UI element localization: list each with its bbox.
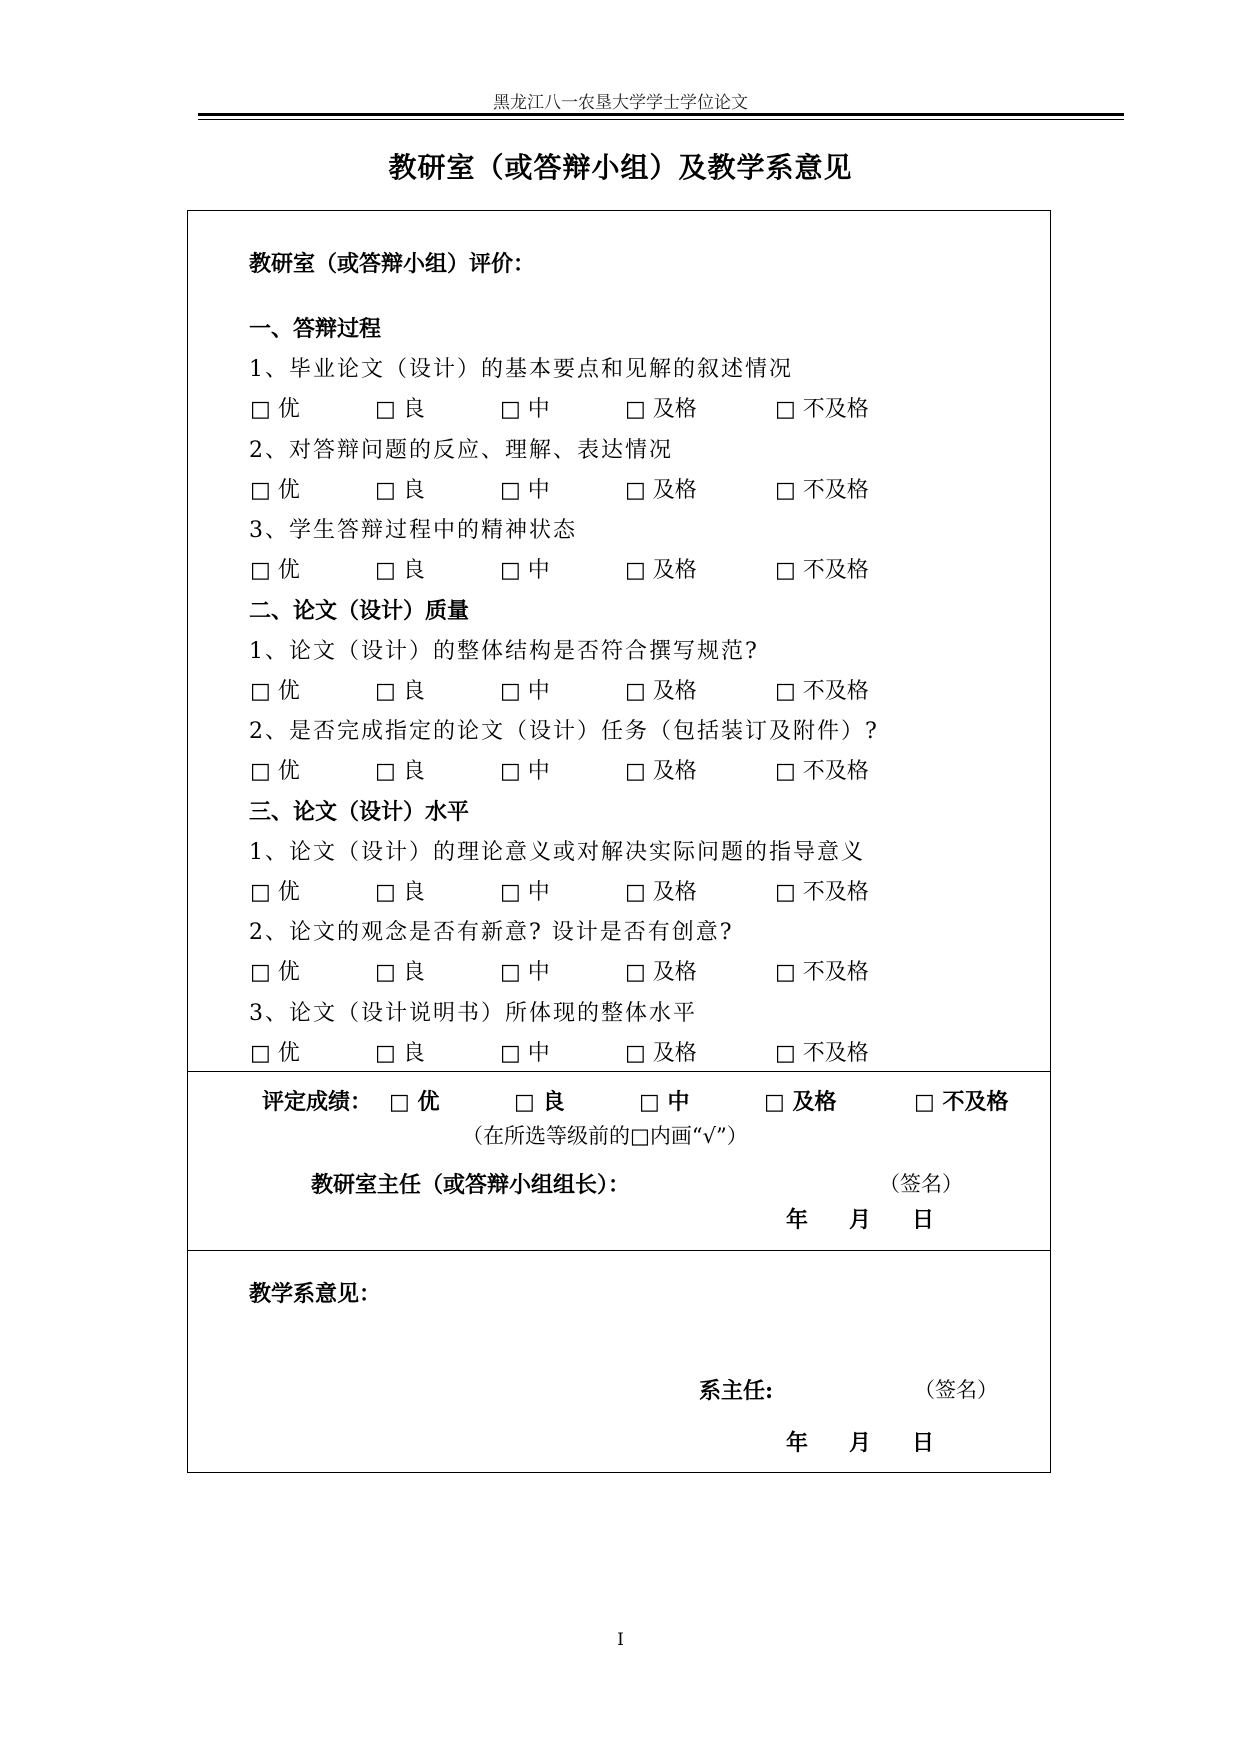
grade-option-good[interactable]: □ 良 — [375, 1041, 425, 1066]
grade-option-average[interactable]: □ 中 — [500, 759, 550, 784]
date-month: 月 — [849, 1207, 872, 1233]
header-rule-thick — [198, 113, 1124, 116]
question: 2、对答辩问题的反应、理解、表达情况 — [249, 438, 673, 463]
grade-option-average[interactable]: □ 中 — [500, 478, 550, 503]
divider-dept — [187, 1250, 1051, 1251]
grade-option-excellent[interactable]: □ 优 — [250, 759, 300, 784]
part-title: 二、论文（设计）质量 — [249, 598, 470, 624]
part-title: 一、答辩过程 — [249, 316, 382, 342]
grade-option-excellent[interactable]: □ 优 — [250, 1041, 300, 1066]
dept-signature-hint: （签名） — [914, 1378, 998, 1402]
grade-option-excellent[interactable]: □ 优 — [250, 880, 300, 905]
grade-option-good[interactable]: □ 良 — [375, 679, 425, 704]
grade-option-pass[interactable]: □ 及格 — [625, 679, 697, 704]
date-day: 日 — [912, 1430, 935, 1456]
grade-option-good[interactable]: □ 良 — [375, 960, 425, 985]
grade-option-excellent[interactable]: □ 优 — [250, 397, 300, 422]
question: 3、学生答辩过程中的精神状态 — [249, 518, 577, 543]
grade-option-fail[interactable]: □ 不及格 — [775, 558, 869, 583]
grade-option-good[interactable]: □ 良 — [375, 558, 425, 583]
grade-option-fail[interactable]: □ 不及格 — [775, 679, 869, 704]
grade-option-excellent[interactable]: □ 优 — [250, 478, 300, 503]
final-grade-good[interactable]: □ 良 — [514, 1089, 565, 1115]
director-label: 教研室主任（或答辩小组组长）： — [311, 1172, 631, 1198]
grade-option-average[interactable]: □ 中 — [500, 1041, 550, 1066]
running-header: 黑龙江八一农垦大学学士学位论文 — [493, 93, 748, 113]
question: 1、论文（设计）的整体结构是否符合撰写规范? — [249, 639, 759, 664]
grade-option-average[interactable]: □ 中 — [500, 397, 550, 422]
final-grade-excellent[interactable]: □ 优 — [389, 1089, 440, 1115]
date-year: 年 — [786, 1207, 809, 1233]
grade-option-fail[interactable]: □ 不及格 — [775, 478, 869, 503]
grade-option-fail[interactable]: □ 不及格 — [775, 759, 869, 784]
grade-option-pass[interactable]: □ 及格 — [625, 558, 697, 583]
date-year: 年 — [786, 1430, 809, 1456]
final-grade-label: 评定成绩： — [262, 1089, 373, 1115]
question: 3、论文（设计说明书）所体现的整体水平 — [249, 1001, 697, 1026]
question: 1、论文（设计）的理论意义或对解决实际问题的指导意义 — [249, 840, 865, 865]
grade-option-good[interactable]: □ 良 — [375, 759, 425, 784]
question: 1、毕业论文（设计）的基本要点和见解的叙述情况 — [249, 357, 793, 382]
grade-option-pass[interactable]: □ 及格 — [625, 397, 697, 422]
date-day: 日 — [912, 1207, 935, 1233]
director-signature-hint: （签名） — [879, 1172, 963, 1196]
grade-option-pass[interactable]: □ 及格 — [625, 880, 697, 905]
grade-option-good[interactable]: □ 良 — [375, 478, 425, 503]
grade-option-average[interactable]: □ 中 — [500, 880, 550, 905]
grade-option-average[interactable]: □ 中 — [500, 960, 550, 985]
grade-option-average[interactable]: □ 中 — [500, 679, 550, 704]
grade-option-fail[interactable]: □ 不及格 — [775, 880, 869, 905]
grade-option-good[interactable]: □ 良 — [375, 880, 425, 905]
grade-option-excellent[interactable]: □ 优 — [250, 679, 300, 704]
grade-option-pass[interactable]: □ 及格 — [625, 1041, 697, 1066]
grade-option-excellent[interactable]: □ 优 — [250, 960, 300, 985]
header-rule-thin — [198, 119, 1124, 120]
grade-option-pass[interactable]: □ 及格 — [625, 960, 697, 985]
grade-option-fail[interactable]: □ 不及格 — [775, 960, 869, 985]
part-title: 三、论文（设计）水平 — [249, 799, 470, 825]
final-grade-average[interactable]: □ 中 — [639, 1089, 690, 1115]
evaluation-heading: 教研室（或答辩小组）评价： — [249, 251, 536, 277]
divider-result — [187, 1071, 1051, 1072]
final-grade-fail[interactable]: □ 不及格 — [914, 1089, 1009, 1115]
grade-option-fail[interactable]: □ 不及格 — [775, 1041, 869, 1066]
date-month: 月 — [849, 1430, 872, 1456]
page-number: I — [617, 1630, 624, 1650]
grade-option-average[interactable]: □ 中 — [500, 558, 550, 583]
instruction-note: （在所选等级前的□内画“√”） — [462, 1124, 748, 1148]
page-title: 教研室（或答辩小组）及教学系意见 — [388, 151, 853, 184]
question: 2、论文的观念是否有新意? 设计是否有创意? — [249, 920, 734, 945]
dept-opinion-heading: 教学系意见： — [249, 1281, 382, 1307]
grade-option-fail[interactable]: □ 不及格 — [775, 397, 869, 422]
dept-head-label: 系主任: — [699, 1378, 774, 1404]
question: 2、是否完成指定的论文（设计）任务（包括装订及附件）? — [249, 719, 879, 744]
grade-option-pass[interactable]: □ 及格 — [625, 478, 697, 503]
grade-option-pass[interactable]: □ 及格 — [625, 759, 697, 784]
grade-option-excellent[interactable]: □ 优 — [250, 558, 300, 583]
final-grade-pass[interactable]: □ 及格 — [764, 1089, 837, 1115]
grade-option-good[interactable]: □ 良 — [375, 397, 425, 422]
